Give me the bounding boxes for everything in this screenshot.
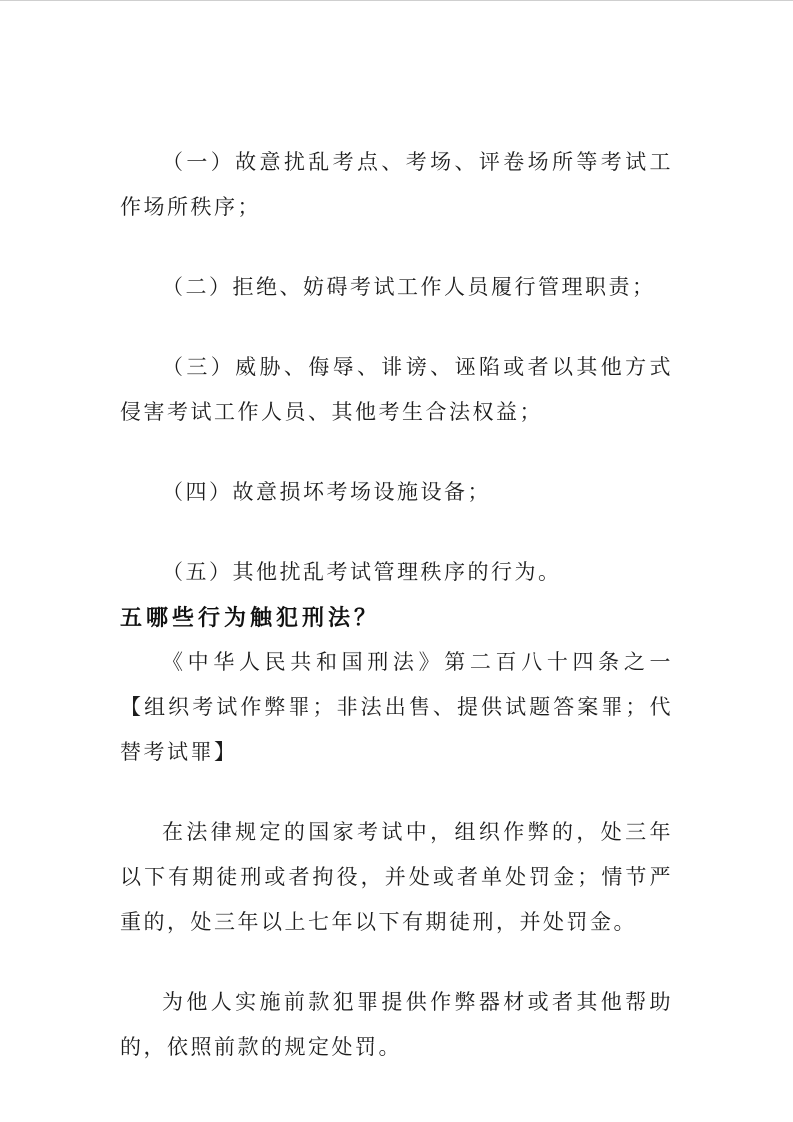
section-heading-criminal-law: 五哪些行为触犯刑法？ [120,605,381,630]
list-item-2: （二）拒绝、妨碍考试工作人员履行管理职责； [162,275,656,299]
list-item-5: （五）其他扰乱考试管理秩序的行为。 [162,560,562,584]
paragraph-organized-cheating-penalty: 在法律规定的国家考试中，组织作弊的，处三年以下有期徒刑或者拘役，并处或者单处罚金；情节严重的，处三年以上七年以下有期徒刑，并处罚金。 [120,820,673,934]
paragraph-criminal-law-article: 《中华人民共和国刑法》第二百八十四条之一【组织考试作弊罪；非法出售、提供试题答案罪；代替考试罪】 [120,650,673,764]
list-item-3: （三）威胁、侮辱、诽谤、诬陷或者以其他方式侵害考试工作人员、其他考生合法权益； [120,355,673,424]
list-item-4: （四）故意损坏考场设施设备； [162,480,491,504]
list-item-1: （一）故意扰乱考点、考场、评卷场所等考试工作场所秩序； [120,150,673,219]
paragraph-providing-cheating-equipment: 为他人实施前款犯罪提供作弊器材或者其他帮助的，依照前款的规定处罚。 [120,990,673,1059]
